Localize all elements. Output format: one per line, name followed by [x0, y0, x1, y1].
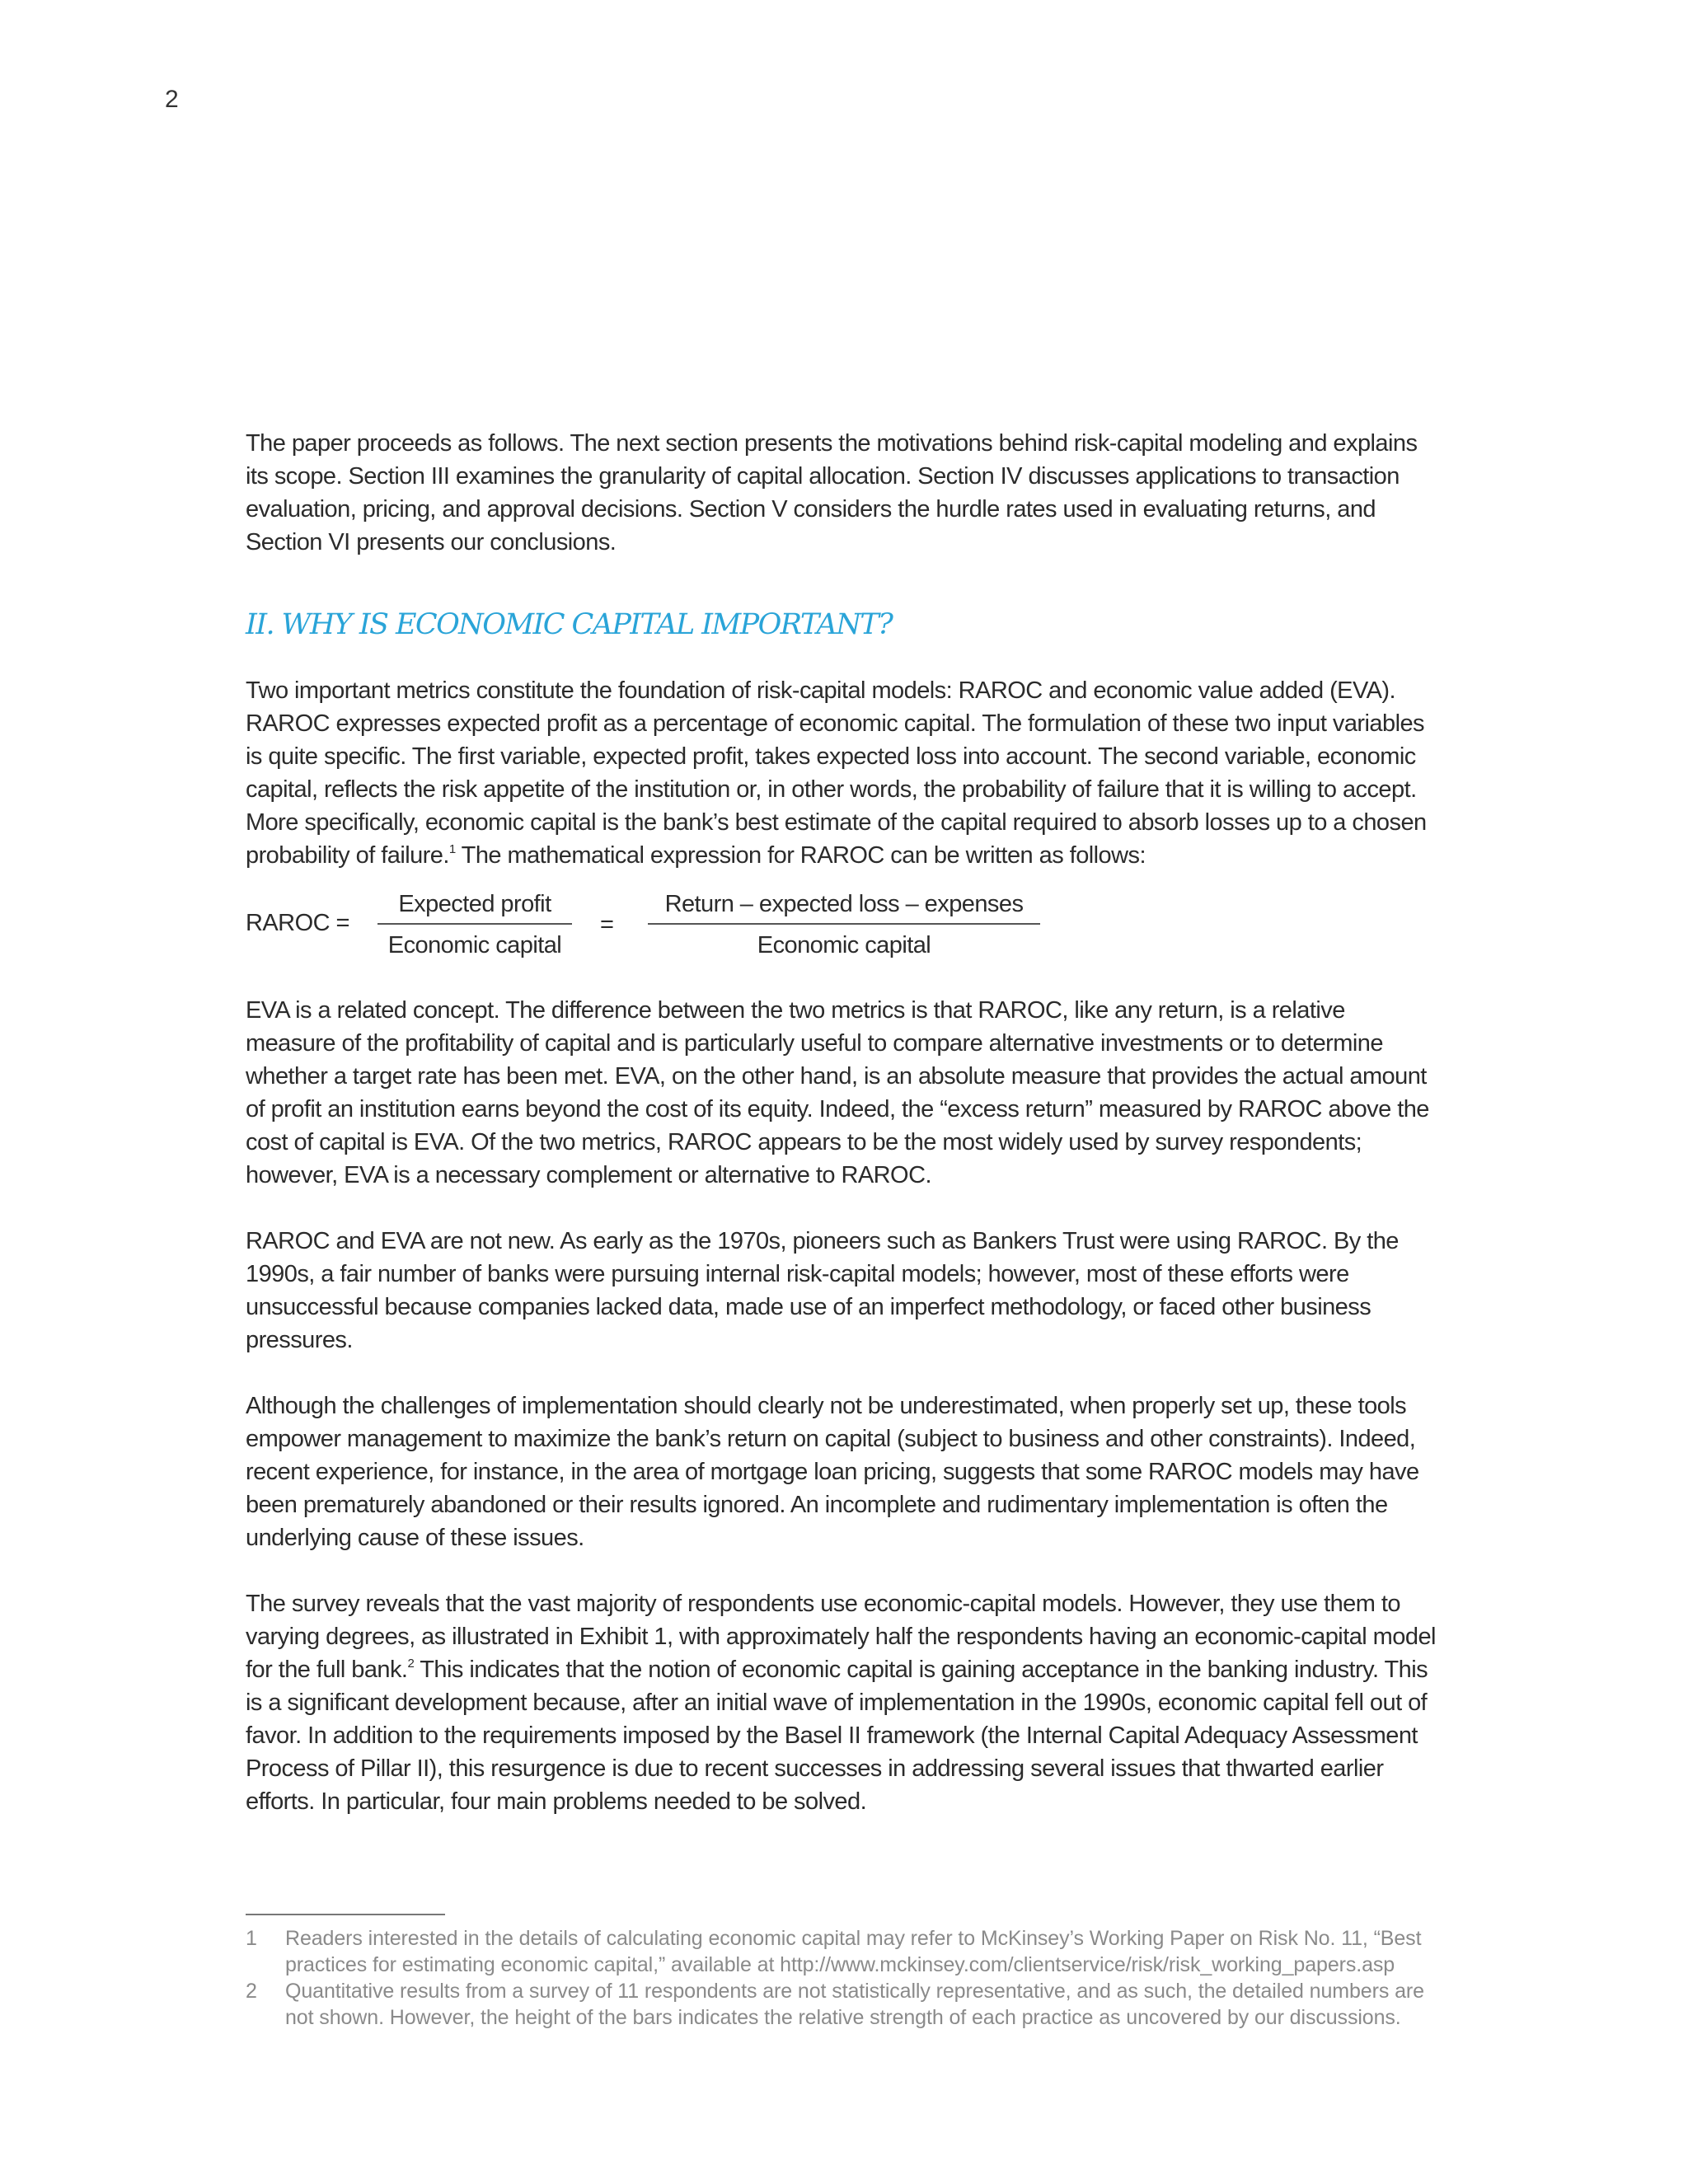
- footnote-1: [246, 1925, 1432, 1978]
- fraction-numerator: Expected profit: [398, 891, 551, 917]
- paragraph-history: RAROC and EVA are not new. As early as the 1970s, pioneers such as Bankers Trust were using RAROC. By the 1990s, a fair number of banks were pursuing internal risk-capital models; however, most of these efforts were unsuccessful because companies lacked data, made use of an imperfect methodology, or faced other business pressures.: [246, 1228, 1399, 1353]
- footnote-divider: [246, 1914, 445, 1915]
- footnote-2: [246, 1978, 1432, 2031]
- paragraph-text: This indicates that the notion of economic capital is gaining acceptance in the banking industry. This is a significant development because, after an initial wave of implementation in the 1990s, economic capital fell out of favor. In addition to the requirements imposed by the Basel II framework (the Internal Capital Adequacy Assessment Process of Pillar II), this resurgence is due to recent successes in addressing several issues that thwarted earlier efforts. In particular, four main problems needed to be solved.: [246, 1657, 1428, 1815]
- footnote-number: 2: [246, 1980, 257, 2003]
- main-content: [246, 427, 1441, 1851]
- formula-equals: =: [600, 912, 614, 938]
- paragraph-implementation: Although the challenges of implementation should clearly not be underestimated, when properly set up, these tools empower management to maximize the bank’s return on capital (subject to business and other constraints). Indeed, recent experience, for instance, in the area of mortgage loan pricing, suggests that some RAROC models may have been prematurely abandoned or their results ignored. An incomplete and rudimentary implementation is often the underlying cause of these issues.: [246, 1393, 1419, 1551]
- paragraph-eva-concept: EVA is a related concept. The difference between the two metrics is that RAROC, like any return, is a relative measure of the profitability of capital and is particularly useful to compare alternative investments or to determine whether a target rate has been met. EVA, on the other hand, is an absolute measure that provides the actual amount of profit an institution earns beyond the cost of its equity. Indeed, the “excess return” measured by RAROC above the cost of capital is EVA. Of the two metrics, RAROC appears to be the most widely used by survey respondents; however, EVA is a necessary complement or alternative to RAROC.: [246, 997, 1429, 1188]
- fraction-expected-profit: [377, 888, 572, 961]
- page-number: 2: [165, 86, 179, 113]
- fraction-return: [648, 888, 1040, 961]
- fraction-denominator: Economic capital: [757, 932, 931, 958]
- footnote-text: Quantitative results from a survey of 11 respondents are not statistically representative, and as such, the detailed numbers are not shown. However, the height of the bars indicates the relative strength of each practice as uncovered by our discussions.: [285, 1980, 1424, 2029]
- footnote-ref-1[interactable]: 1: [448, 842, 456, 856]
- paragraph-text: The survey reveals that the vast majority of respondents use economic-capital models. However, they use them to varying degrees, as illustrated in Exhibit 1, with approximately half the respondents having an economic-capital model for the full bank.: [246, 1591, 1436, 1683]
- paragraph-raroc-eva-definition: [246, 674, 1441, 872]
- raroc-formula: [246, 888, 1441, 958]
- footnote-text: Readers interested in the details of calculating economic capital may refer to McKinsey’s Working Paper on Risk No. 11, “Best practices for estimating economic capital,” available at http://www.mckinsey.com/clientservice/risk/risk_working_papers.asp: [285, 1927, 1422, 1976]
- intro-paragraph: The paper proceeds as follows. The next section presents the motivations behind risk-capital modeling and explains its scope. Section III examines the granularity of capital allocation. Section IV discusses applications to transaction evaluation, pricing, and approval decisions. Section V considers the hurdle rates used in evaluating returns, and Section VI presents our conclusions.: [246, 430, 1418, 555]
- footnotes: [246, 1914, 1432, 2031]
- paragraph-survey: [246, 1587, 1441, 1818]
- formula-label: RAROC =: [246, 910, 349, 936]
- fraction-numerator: Return – expected loss – expenses: [664, 891, 1024, 917]
- paragraph-text: The mathematical expression for RAROC can be written as follows:: [455, 842, 1146, 869]
- footnote-ref-2[interactable]: 2: [407, 1657, 415, 1671]
- section-heading: II. WHY IS ECONOMIC CAPITAL IMPORTANT?: [246, 608, 893, 641]
- paragraph-text: Two important metrics constitute the foundation of risk-capital models: RAROC and economic value added (EVA). RAROC expresses expected profit as a percentage of economic capital. The formulation of these two input variables is quite specific. The first variable, expected profit, takes expected loss into account. The second variable, economic capital, reflects the risk appetite of the institution or, in other words, the probability of failure that it is willing to accept. More specifically, economic capital is the bank’s best estimate of the capital required to absorb losses up to a chosen probability of failure.: [246, 677, 1427, 869]
- footnote-number: 1: [246, 1927, 257, 1950]
- fraction-denominator: Economic capital: [387, 932, 562, 958]
